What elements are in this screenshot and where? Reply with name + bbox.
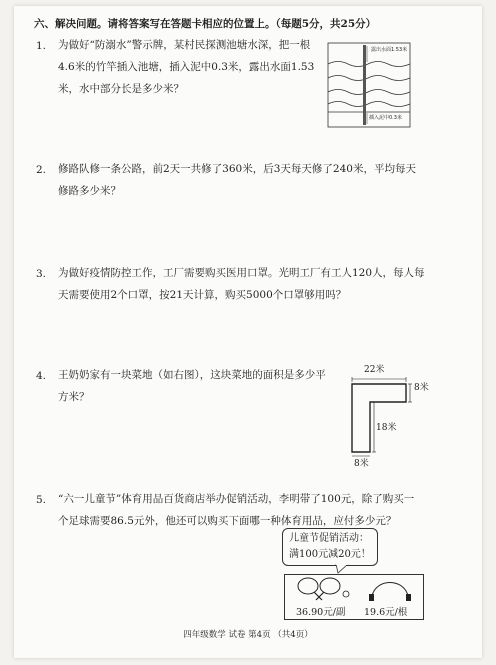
bamboo-pole [363,45,366,125]
question-4-text [58,364,358,408]
question-5-line-1: “六一儿童节”体育用品百货商店举办促销活动，李明带了100元，除了购买一 [58,493,415,505]
question-5-number: 5. [36,494,47,506]
top-side-label: 22米 [364,365,385,375]
question-3-number: 3. [36,268,47,280]
question-3-text [58,262,468,306]
in-mud-label: 插入泥中0.3米 [369,115,402,121]
question-2-line-2: 修路多少米？ [58,185,121,197]
question-4-line-1: 王奶奶家有一块菜地（如右图），这块菜地的面积是多少平 [58,369,326,381]
racket-price: 36.90元/副 [296,607,346,618]
page-footer: 四年级数学 试卷 第4页 （共4页） [183,630,313,640]
question-5-text [58,488,472,532]
rope-price: 19.6元/根 [364,607,408,618]
question-2-number: 2. [36,164,47,176]
right-top-side-label: 8米 [414,383,429,393]
badminton-racket-icon [292,576,354,602]
bottom-side-label: 8米 [354,459,369,469]
jump-rope-icon [364,576,416,602]
question-1-line-1: 为做好“防溺水”警示牌，某村民探测池塘水深，把一根 [58,39,311,51]
garden-figure [344,374,424,458]
question-2-line-1: 修路队修一条公路，前2天一共修了360米，后3天每天修了240米，平均每天 [58,163,416,175]
question-1-text [58,34,328,100]
promo-line-1: 儿童节促销活动： [289,533,369,544]
exam-page [14,6,482,658]
question-4-line-2: 方米？ [58,391,90,403]
promo-line-2: 满100元减20元！ [289,549,371,560]
question-1-line-3: 米，水中部分长是多少米？ [58,83,184,95]
bubble-tail [334,564,354,574]
question-3-line-1: 为做好疫情防控工作，工厂需要购买医用口罩。光明工厂有工人120人，每人每 [58,267,425,279]
right-middle-side-label: 18米 [376,423,397,433]
question-4-number: 4. [36,370,47,382]
section-header: 六、解决问题。请将答案写在答题卡相应的位置上。（每题5分，共25分） [34,18,377,30]
question-5-line-2: 个足球需要86.5元外，他还可以购买下面哪一种体育用品，应付多少元？ [58,515,397,527]
question-2-text [58,158,468,202]
question-3-line-2: 天需要使用2个口罩，按21天计算，购买5000个口罩够用吗？ [58,289,347,301]
above-water-label: 露出水面1.53米 [371,47,408,53]
question-1-line-2: 4.6米的竹竿插入池塘，插入泥中0.3米，露出水面1.53 [58,61,315,73]
l-shaped-garden [352,384,406,452]
promo-bubble [282,528,378,566]
question-1-number: 1. [36,40,47,52]
